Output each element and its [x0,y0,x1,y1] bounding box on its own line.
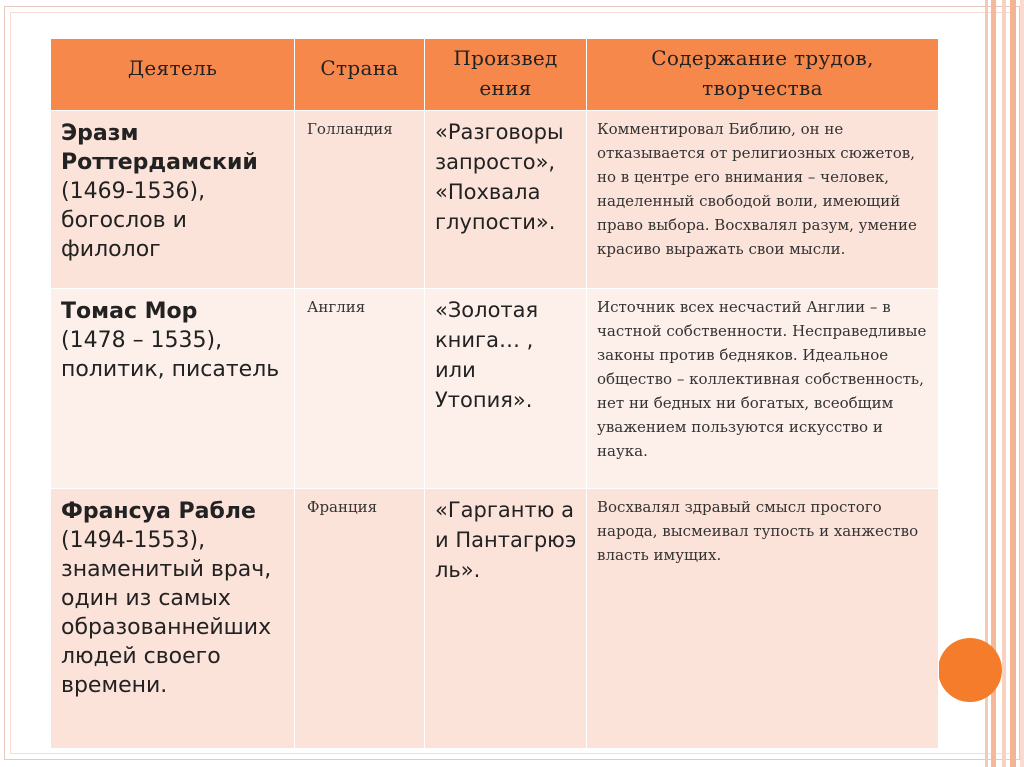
person-cell [51,489,295,749]
header-content [587,39,939,111]
table-row [51,289,939,489]
content-cell: Источник всех несчастий Англии – в частной собственности. Несправедливые законы против бедняков. Идеальное общество – коллективная собственность, нет ни бедных ни богатых, всеобщим уважением пользуются искусство и наука. [587,289,939,489]
person-name: Томас Мор [61,299,198,324]
content-cell: Комментировал Библию, он не отказывается от религиозных сюжетов, но в центре его внимания – человек, наделенный свободой воли, имеющий право выбора. Восхвалял разум, умение красиво выражать свои мысли. [587,111,939,289]
country-cell: Франция [295,489,425,749]
person-cell [51,111,295,289]
country-cell: Голландия [295,111,425,289]
header-country: Страна [295,39,425,111]
person-name: Эразм Роттердамский [61,121,258,175]
person-details: (1494-1553), знаменитый врач, один из самых образованнейших людей своего времени. [61,528,272,698]
person-details: (1469-1536), богослов и филолог [61,179,206,262]
table-header-row [51,39,939,111]
table-row [51,111,939,289]
header-figure: Деятель [51,39,295,111]
header-works-label: Произвед ения [453,46,558,100]
content-cell: Восхвалял здравый смысл простого народа, высмеивал тупость и ханжество власть имущих. [587,489,939,749]
works-cell: «Гаргантю а и Пантагрюэ ль». [425,489,587,749]
works-cell: «Разговоры запросто», «Похвала глупости». [425,111,587,289]
country-cell: Англия [295,289,425,489]
table-row [51,489,939,749]
person-details: (1478 – 1535), политик, писатель [61,328,280,382]
works-cell: «Золотая книга… , или Утопия». [425,289,587,489]
header-content-label: Содержание трудов, творчества [651,46,874,100]
person-name: Франсуа Рабле [61,499,256,524]
humanists-table [50,38,939,749]
decorative-orange-circle [938,638,1002,702]
header-works [425,39,587,111]
person-cell [51,289,295,489]
